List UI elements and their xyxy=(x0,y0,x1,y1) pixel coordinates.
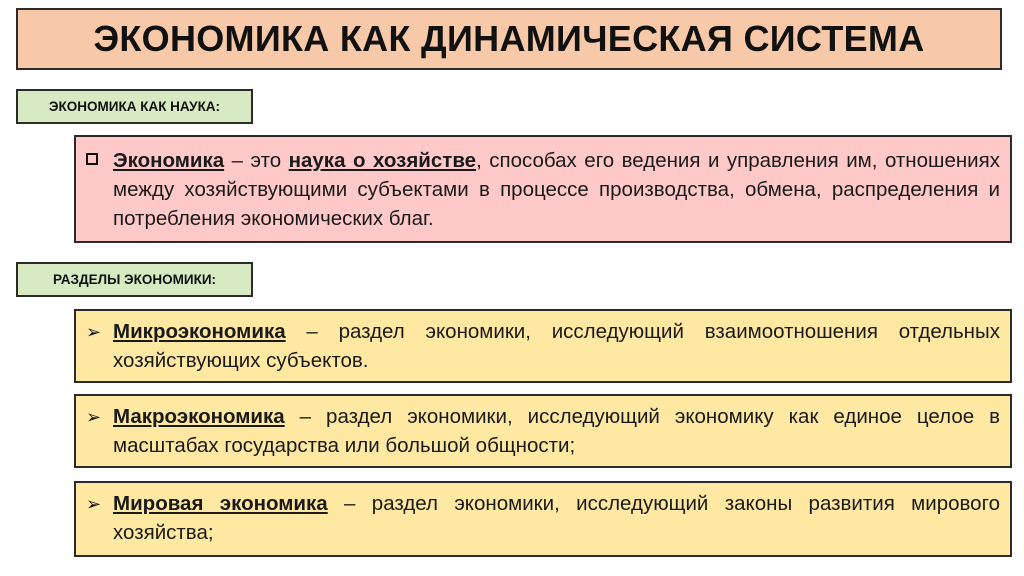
section-item-macro xyxy=(74,394,1012,468)
section-item-micro xyxy=(74,309,1012,383)
section-item-world xyxy=(74,481,1012,557)
section-item-text: – раздел экономики, исследующий экономику как единое целое в масштабах государства или большой общности; xyxy=(113,405,1000,457)
definition-rest: , способах его ведения и управления им, отношениях между хозяйствующими субъектами в процессе производства, обмена, распределения и потребления экономических благ. xyxy=(113,149,1000,230)
section-item-text: – раздел экономики, исследующий законы развития мирового хозяйства; xyxy=(113,492,1000,544)
section-item-text: – раздел экономики, исследующий взаимоотношения отдельных хозяйствующих субъектов. xyxy=(113,320,1000,372)
section-item-paragraph xyxy=(113,317,1000,375)
section-label-science-text: ЭКОНОМИКА КАК НАУКА: xyxy=(48,99,221,114)
definition-term: Экономика xyxy=(113,149,225,172)
section-label-sections xyxy=(16,262,253,297)
checkbox-bullet-icon xyxy=(86,153,98,165)
definition-separator: – это xyxy=(224,149,289,172)
definition-box xyxy=(74,135,1012,243)
definition-paragraph xyxy=(113,146,1000,233)
section-item-term: Микроэкономика xyxy=(113,320,286,343)
definition-key-phrase: наука о хозяйстве xyxy=(288,149,477,172)
section-item-term: Макроэкономика xyxy=(113,405,285,428)
section-label-sections-text: РАЗДЕЛЫ ЭКОНОМИКИ: xyxy=(52,272,217,287)
section-item-term: Мировая экономика xyxy=(113,492,328,515)
title-banner xyxy=(16,8,1002,70)
section-label-science xyxy=(16,89,253,124)
section-item-paragraph xyxy=(113,402,1000,460)
slide-title: ЭКОНОМИКА КАК ДИНАМИЧЕСКАЯ СИСТЕМА xyxy=(93,18,925,59)
arrow-bullet-icon: ➢ xyxy=(86,407,102,427)
arrow-bullet-icon: ➢ xyxy=(86,494,102,514)
arrow-bullet-icon: ➢ xyxy=(86,322,102,342)
section-item-paragraph xyxy=(113,489,1000,547)
